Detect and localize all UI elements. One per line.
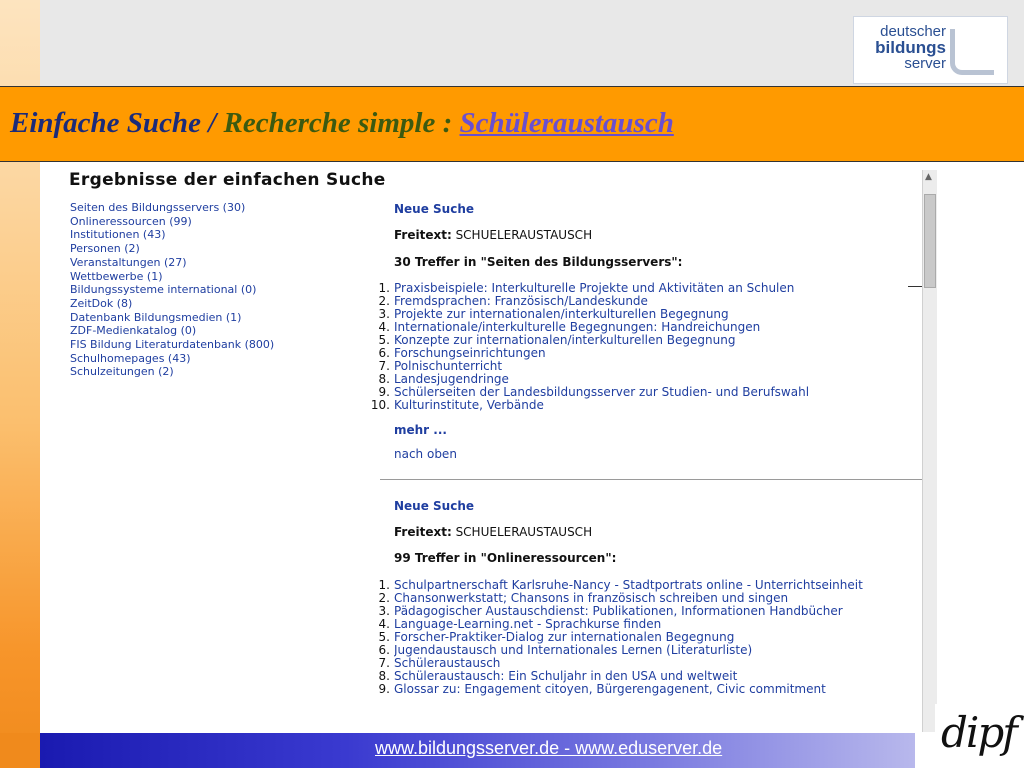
item-number: 2. [378, 591, 390, 605]
item-number: 10. [370, 398, 390, 412]
freitext-label: Freitext: [394, 525, 452, 539]
new-search-link[interactable]: Neue Suche [394, 499, 475, 513]
freitext-line [394, 228, 592, 242]
results-heading: Ergebnisse der einfachen Suche [69, 170, 386, 190]
results-block-onlineressourcen [352, 470, 922, 732]
title-separator: / [200, 107, 224, 139]
result-list [352, 579, 922, 696]
result-link[interactable]: Landesjugendringe [394, 373, 509, 386]
dipf-logo[interactable] [935, 704, 1024, 768]
list-item[interactable] [352, 670, 922, 683]
logo-line-3: server [904, 55, 946, 72]
results-block-bildungsserver [352, 170, 922, 470]
vertical-scrollbar[interactable] [922, 170, 937, 732]
category-link[interactable]: Datenbank Bildungsmedien (1) [70, 310, 242, 324]
category-link[interactable]: Schulzeitungen (2) [70, 365, 174, 379]
list-item[interactable] [352, 321, 922, 334]
bildungsserver-logo[interactable] [853, 16, 1008, 84]
result-link[interactable]: Jugendaustausch und Internationales Lernen (Literaturliste) [394, 644, 753, 657]
category-link[interactable]: Schulhomepages (43) [70, 351, 191, 365]
logo-line-2: bildungs [875, 38, 946, 57]
item-number: 3. [378, 604, 390, 618]
hit-count: 30 Treffer in "Seiten des Bildungsservers": [394, 255, 683, 269]
logo-line-1: deutscher [880, 23, 946, 40]
item-number: 2. [378, 294, 390, 308]
result-link[interactable]: Schüleraustausch [394, 657, 501, 670]
freitext-label: Freitext: [394, 228, 452, 242]
category-link[interactable]: FIS Bildung Literaturdatenbank (800) [70, 338, 275, 352]
list-item[interactable] [352, 579, 922, 592]
item-number: 7. [378, 656, 390, 670]
title-search-term-link[interactable]: Schüleraustausch [459, 107, 674, 139]
item-number: 4. [378, 617, 390, 631]
list-item[interactable] [352, 334, 922, 347]
item-number: 5. [378, 333, 390, 347]
item-number: 6. [378, 346, 390, 360]
list-item[interactable] [352, 373, 922, 386]
results-area [352, 170, 922, 732]
item-number: 9. [378, 682, 390, 696]
list-item[interactable] [352, 347, 922, 360]
dipf-logo-text: dipf [941, 708, 1016, 757]
category-link[interactable]: ZDF-Medienkatalog (0) [70, 324, 197, 338]
page-title [10, 107, 674, 140]
item-number: 1. [378, 578, 390, 592]
freitext-value: SCHUELERAUSTAUSCH [451, 228, 593, 242]
result-link[interactable]: Internationale/interkulturelle Begegnungen: Handreichungen [394, 321, 761, 334]
new-search-link[interactable]: Neue Suche [394, 202, 475, 216]
list-item[interactable] [352, 644, 922, 657]
footer-left-corner [0, 733, 40, 768]
item-number: 3. [378, 307, 390, 321]
category-link[interactable]: Onlineressourcen (99) [70, 214, 192, 228]
category-link[interactable]: Wettbewerbe (1) [70, 269, 163, 283]
divider-tick [908, 286, 922, 287]
result-link[interactable]: Forschungseinrichtungen [394, 347, 546, 360]
scrollbar-thumb[interactable] [924, 194, 936, 288]
logo-bracket-icon [950, 29, 994, 75]
freitext-value: SCHUELERAUSTAUSCH [451, 525, 593, 539]
category-link[interactable]: Personen (2) [70, 242, 140, 256]
result-link[interactable]: Kulturinstitute, Verbände [394, 399, 544, 412]
result-link[interactable]: Polnischunterricht [394, 360, 503, 373]
footer-bar [40, 733, 915, 768]
result-link[interactable]: Language-Learning.net - Sprachkurse finden [394, 618, 662, 631]
item-number: 7. [378, 359, 390, 373]
result-link[interactable]: Fremdsprachen: Französisch/Landeskunde [394, 295, 648, 308]
item-number: 4. [378, 320, 390, 334]
back-to-top-link[interactable]: nach oben [394, 447, 457, 461]
list-item[interactable] [352, 308, 922, 321]
item-number: 8. [378, 372, 390, 386]
list-item[interactable] [352, 386, 922, 399]
more-link[interactable]: mehr ... [394, 423, 447, 437]
category-list [70, 201, 350, 379]
list-item[interactable] [352, 631, 922, 644]
logo-text [862, 24, 946, 72]
list-item[interactable] [352, 657, 922, 670]
result-link[interactable]: Schulpartnerschaft Karlsruhe-Nancy - Stadtportrats online - Unterrichtseinheit [394, 579, 863, 592]
result-link[interactable]: Projekte zur internationalen/interkulturellen Begegnung [394, 308, 729, 321]
item-number: 1. [378, 281, 390, 295]
category-link[interactable]: Bildungssysteme international (0) [70, 283, 257, 297]
list-item[interactable] [352, 295, 922, 308]
result-list [352, 282, 922, 412]
result-link[interactable]: Pädagogischer Austauschdienst: Publikationen, Informationen Handbücher [394, 605, 843, 618]
category-link[interactable]: Institutionen (43) [70, 228, 166, 242]
category-link[interactable]: Seiten des Bildungsservers (30) [70, 201, 246, 214]
result-link[interactable]: Schüleraustausch: Ein Schuljahr in den USA und weltweit [394, 670, 738, 683]
item-number: 5. [378, 630, 390, 644]
list-item[interactable] [352, 592, 922, 605]
title-german: Einfache Suche [10, 107, 201, 139]
list-item[interactable] [352, 399, 922, 412]
footer-urls-link[interactable]: www.bildungsserver.de - www.eduserver.de [375, 738, 723, 758]
category-link[interactable]: ZeitDok (8) [70, 296, 133, 310]
list-item[interactable] [352, 282, 922, 295]
result-link[interactable]: Chansonwerkstatt; Chansons in französisch schreiben und singen [394, 592, 789, 605]
list-item[interactable] [352, 683, 922, 696]
hit-count: 99 Treffer in "Onlineressourcen": [394, 551, 617, 565]
result-link[interactable]: Konzepte zur internationalen/interkulturellen Begegnung [394, 334, 736, 347]
list-item[interactable] [352, 618, 922, 631]
result-link[interactable]: Forscher-Praktiker-Dialog zur internationalen Begegnung [394, 631, 735, 644]
result-link[interactable]: Praxisbeispiele: Interkulturelle Projekte und Aktivitäten an Schulen [394, 282, 795, 295]
category-link[interactable]: Veranstaltungen (27) [70, 255, 187, 269]
item-number: 6. [378, 643, 390, 657]
result-link[interactable]: Schülerseiten der Landesbildungsserver zur Studien- und Berufswahl [394, 386, 810, 399]
title-french: Recherche simple : [223, 107, 460, 139]
item-number: 9. [378, 385, 390, 399]
item-number: 8. [378, 669, 390, 683]
list-item[interactable] [352, 360, 922, 373]
title-bar [0, 86, 1024, 162]
list-item[interactable] [352, 605, 922, 618]
scroll-up-arrow-icon[interactable]: ▲ [925, 172, 932, 182]
search-results-screenshot [67, 170, 937, 732]
freitext-line [394, 525, 592, 539]
result-link[interactable]: Glossar zu: Engagement citoyen, Bürgerengagenent, Civic commitment [394, 683, 826, 696]
